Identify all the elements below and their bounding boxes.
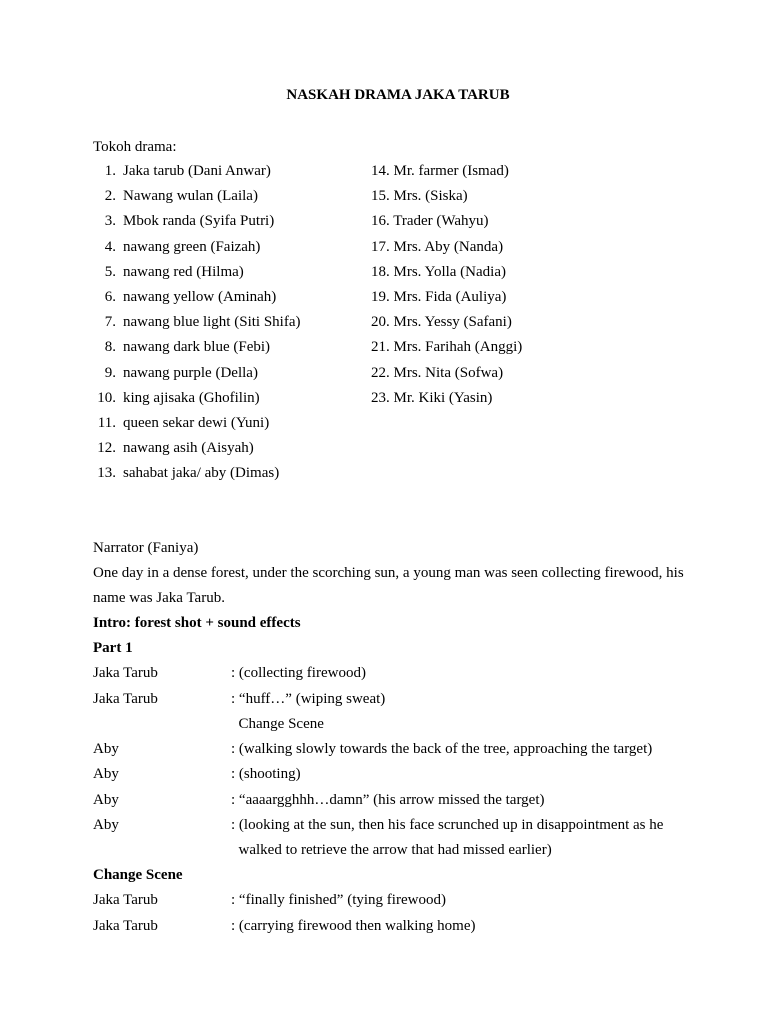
cast-item: 6. nawang yellow (Aminah) xyxy=(104,288,277,305)
scene-direction: Change Scene xyxy=(231,716,324,732)
cast-item: 5. nawang red (Hilma) xyxy=(104,263,244,280)
cast-item: 13. sahabat jaka/ aby (Dimas) xyxy=(97,465,280,482)
change-scene-heading: Change Scene xyxy=(93,867,183,883)
dialogue-speaker: Aby xyxy=(93,817,119,833)
part-heading: Part 1 xyxy=(93,640,133,656)
cast-item: 11. queen sekar dewi (Yuni) xyxy=(97,414,270,431)
dialogue-speaker: Aby xyxy=(93,766,119,782)
cast-item: 10. king ajisaka (Ghofilin) xyxy=(97,389,260,406)
cast-item: 23. Mr. Kiki (Yasin) xyxy=(371,389,493,406)
dialogue-text: : (shooting) xyxy=(231,766,301,782)
dialogue-text: : “aaaargghhh…damn” (his arrow missed the target) xyxy=(231,792,545,808)
dialogue-text: : “finally finished” (tying firewood) xyxy=(231,892,446,908)
cast-item: 4. nawang green (Faizah) xyxy=(104,238,261,255)
dialogue-text: : (walking slowly towards the back of the tree, approaching the target) xyxy=(231,741,653,757)
dialogue-speaker: Jaka Tarub xyxy=(93,892,158,908)
narration-text: name was Jaka Tarub. xyxy=(93,590,225,606)
cast-item: 15. Mrs. (Siska) xyxy=(371,188,468,205)
dialogue-text: : “huff…” (wiping sweat) xyxy=(231,691,386,707)
cast-item: 14. Mr. farmer (Ismad) xyxy=(371,163,509,179)
cast-item: 22. Mrs. Nita (Sofwa) xyxy=(371,364,504,381)
intro-heading: Intro: forest shot + sound effects xyxy=(93,615,301,631)
dialogue-speaker: Jaka Tarub xyxy=(93,918,158,934)
cast-item: 2. Nawang wulan (Laila) xyxy=(104,188,258,205)
document-title: NASKAH DRAMA JAKA TARUB xyxy=(286,87,510,103)
cast-item: 16. Trader (Wahyu) xyxy=(371,213,489,230)
dialogue-text-continued: walked to retrieve the arrow that had missed earlier) xyxy=(231,842,552,858)
cast-heading: Tokoh drama: xyxy=(93,139,177,155)
dialogue-speaker: Aby xyxy=(93,741,119,757)
cast-item: 1. Jaka tarub (Dani Anwar) xyxy=(104,163,271,179)
cast-item: 20. Mrs. Yessy (Safani) xyxy=(371,314,512,331)
cast-item: 12. nawang asih (Aisyah) xyxy=(97,440,254,457)
dialogue-text: : (looking at the sun, then his face scrunched up in disappointment as he xyxy=(231,817,664,833)
dialogue-speaker: Jaka Tarub xyxy=(93,665,158,681)
dialogue-text: : (carrying firewood then walking home) xyxy=(231,918,476,934)
dialogue-speaker: Jaka Tarub xyxy=(93,691,158,707)
cast-item: 17. Mrs. Aby (Nanda) xyxy=(371,238,504,255)
dialogue-speaker: Aby xyxy=(93,792,119,808)
cast-item: 18. Mrs. Yolla (Nadia) xyxy=(371,263,506,280)
cast-item: 19. Mrs. Fida (Auliya) xyxy=(371,288,507,305)
narration-text: One day in a dense forest, under the scorching sun, a young man was seen collecting firewood, his xyxy=(93,565,684,581)
cast-item: 9. nawang purple (Della) xyxy=(104,364,258,381)
cast-item: 8. nawang dark blue (Febi) xyxy=(104,339,271,356)
cast-item: 3. Mbok randa (Syifa Putri) xyxy=(104,213,275,230)
cast-item: 7. nawang blue light (Siti Shifa) xyxy=(104,314,301,331)
narrator-line: Narrator (Faniya) xyxy=(93,540,199,556)
cast-list-right xyxy=(371,161,522,413)
cast-list-left xyxy=(93,161,300,488)
dialogue-text: : (collecting firewood) xyxy=(231,665,366,681)
cast-item: 21. Mrs. Farihah (Anggi) xyxy=(371,339,523,356)
